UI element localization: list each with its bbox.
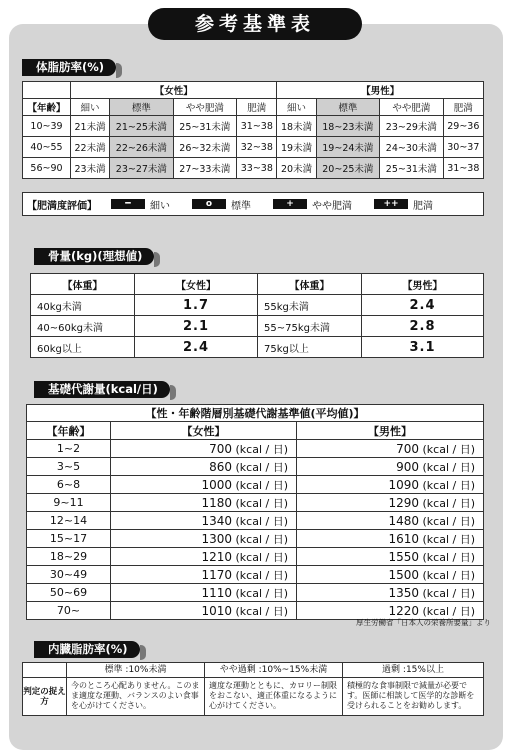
legend-label: 【肥満度評価】 — [27, 200, 97, 212]
col-header: 標準 — [316, 99, 380, 116]
judgement-text: 積極的な食事制限で減量が必要です。医師に相談して医学的な診断を受けられることをお勧めします。 — [343, 678, 484, 716]
male-header: 【男性】 — [362, 274, 484, 295]
table-cell: 23~29未満 — [380, 116, 444, 137]
value-cell — [111, 458, 297, 476]
unit-label: (kcal / 日) — [422, 460, 475, 474]
value-cell — [111, 566, 297, 584]
legend-symbol: ━ — [111, 199, 145, 209]
unit-label: (kcal / 日) — [235, 460, 288, 474]
unit-label: (kcal / 日) — [235, 514, 288, 528]
table-cell: 31~38 — [237, 116, 277, 137]
age-cell: 1~2 — [27, 440, 111, 458]
age-header: 【年齢】 — [27, 422, 111, 440]
unit-label: (kcal / 日) — [235, 550, 288, 564]
female-header: 【女性】 — [135, 274, 258, 295]
unit-label: (kcal / 日) — [422, 496, 475, 510]
body-fat-table — [22, 81, 484, 179]
unit-label: (kcal / 日) — [422, 442, 475, 456]
col-header: 標準 — [110, 99, 174, 116]
table-row — [27, 458, 484, 476]
value-cell: 2.4 — [362, 295, 484, 316]
value-cell — [297, 584, 484, 602]
male-header: 【男性】 — [277, 82, 484, 99]
table-row — [23, 158, 484, 179]
value-cell — [111, 494, 297, 512]
weight-cell: 55~75kg未満 — [258, 316, 362, 337]
value-cell — [297, 458, 484, 476]
table-cell: 23~27未満 — [110, 158, 174, 179]
legend-symbol: ++ — [374, 199, 408, 209]
age-cell: 12~14 — [27, 512, 111, 530]
weight-cell: 55kg未満 — [258, 295, 362, 316]
col-header: 細い — [71, 99, 110, 116]
weight-header: 【体重】 — [31, 274, 135, 295]
table-row — [27, 530, 484, 548]
value-cell — [297, 440, 484, 458]
value-cell — [297, 566, 484, 584]
value-cell — [297, 530, 484, 548]
unit-label: (kcal / 日) — [235, 604, 288, 618]
age-cell: 30~49 — [27, 566, 111, 584]
legend-text: 肥満 — [413, 200, 433, 212]
value-cell — [297, 512, 484, 530]
unit-label: (kcal / 日) — [235, 478, 288, 492]
table-cell: 21未満 — [71, 116, 110, 137]
table-cell: 29~36 — [443, 116, 483, 137]
weight-cell: 60kg以上 — [31, 337, 135, 358]
age-cell: 3~5 — [27, 458, 111, 476]
kcal-value: 1550 — [388, 549, 419, 564]
table-cell: 25~31未満 — [173, 116, 237, 137]
table-cell: 20~25未満 — [316, 158, 380, 179]
unit-label: (kcal / 日) — [422, 586, 475, 600]
table-row — [27, 512, 484, 530]
legend-item — [111, 197, 170, 212]
age-cell: 40~55 — [23, 137, 71, 158]
unit-label: (kcal / 日) — [422, 514, 475, 528]
value-cell: 2.1 — [135, 316, 258, 337]
section-heading-visceral-fat: 内臓脂肪率(%) — [34, 641, 140, 658]
table-row — [23, 678, 484, 716]
kcal-value: 1500 — [388, 567, 419, 582]
table-cell: 25~31未満 — [380, 158, 444, 179]
weight-cell: 75kg以上 — [258, 337, 362, 358]
kcal-value: 1290 — [388, 495, 419, 510]
value-cell — [297, 494, 484, 512]
kcal-value: 1110 — [201, 585, 232, 600]
kcal-value: 900 — [396, 459, 419, 474]
legend-text: やや肥満 — [312, 200, 352, 212]
age-header: 【年齢】 — [23, 99, 71, 116]
kcal-value: 1220 — [388, 603, 419, 618]
age-cell: 56~90 — [23, 158, 71, 179]
age-cell: 9~11 — [27, 494, 111, 512]
col-header: やや肥満 — [173, 99, 237, 116]
male-header: 【男性】 — [297, 422, 484, 440]
table-cell: 31~38 — [443, 158, 483, 179]
page-title: 参考基準表 — [148, 8, 362, 40]
kcal-value: 1350 — [388, 585, 419, 600]
value-cell: 2.8 — [362, 316, 484, 337]
table-cell: 27~33未満 — [173, 158, 237, 179]
col-header: 標準 :10%未満 — [67, 663, 205, 678]
section-heading-body-fat: 体脂肪率(%) — [22, 59, 116, 76]
visceral-fat-table — [22, 662, 484, 716]
col-header: やや肥満 — [380, 99, 444, 116]
age-cell: 6~8 — [27, 476, 111, 494]
unit-label: (kcal / 日) — [235, 442, 288, 456]
kcal-value: 1000 — [201, 477, 232, 492]
table-row — [27, 440, 484, 458]
kcal-value: 1610 — [388, 531, 419, 546]
obesity-legend — [22, 192, 484, 216]
unit-label: (kcal / 日) — [422, 604, 475, 618]
table-row — [23, 116, 484, 137]
table-row — [31, 337, 484, 358]
table-cell: 30~37 — [443, 137, 483, 158]
bmr-table-title: 【性・年齢階層別基礎代謝基準値(平均値)】 — [27, 405, 484, 422]
value-cell — [111, 548, 297, 566]
unit-label: (kcal / 日) — [235, 496, 288, 510]
unit-label: (kcal / 日) — [235, 586, 288, 600]
value-cell — [297, 476, 484, 494]
row-label: 判定の捉え方 — [23, 678, 67, 716]
table-row — [27, 494, 484, 512]
table-row — [27, 476, 484, 494]
kcal-value: 1480 — [388, 513, 419, 528]
table-cell: 33~38 — [237, 158, 277, 179]
unit-label: (kcal / 日) — [422, 478, 475, 492]
legend-text: 細い — [150, 200, 170, 212]
female-header: 【女性】 — [111, 422, 297, 440]
female-header: 【女性】 — [71, 82, 277, 99]
value-cell — [111, 440, 297, 458]
table-cell: 22~26未満 — [110, 137, 174, 158]
kcal-value: 1090 — [388, 477, 419, 492]
kcal-value: 700 — [396, 441, 419, 456]
value-cell — [111, 512, 297, 530]
legend-item — [192, 197, 251, 212]
age-cell: 15~17 — [27, 530, 111, 548]
col-header: 過剰 :15%以上 — [343, 663, 484, 678]
value-cell — [111, 530, 297, 548]
kcal-value: 1210 — [201, 549, 232, 564]
col-header: 肥満 — [237, 99, 277, 116]
kcal-value: 860 — [209, 459, 232, 474]
unit-label: (kcal / 日) — [235, 532, 288, 546]
value-cell: 1.7 — [135, 295, 258, 316]
table-row — [23, 137, 484, 158]
age-cell: 10~39 — [23, 116, 71, 137]
table-cell: 24~30未満 — [380, 137, 444, 158]
table-cell: 18~23未満 — [316, 116, 380, 137]
unit-label: (kcal / 日) — [422, 532, 475, 546]
weight-cell: 40kg未満 — [31, 295, 135, 316]
table-cell: 18未満 — [277, 116, 316, 137]
kcal-value: 1180 — [201, 495, 232, 510]
table-cell: 20未満 — [277, 158, 316, 179]
table-cell: 26~32未満 — [173, 137, 237, 158]
value-cell — [111, 602, 297, 620]
table-cell: 19~24未満 — [316, 137, 380, 158]
kcal-value: 1170 — [201, 567, 232, 582]
table-cell: 21~25未満 — [110, 116, 174, 137]
unit-label: (kcal / 日) — [235, 568, 288, 582]
bone-mass-table — [30, 273, 484, 358]
unit-label: (kcal / 日) — [422, 568, 475, 582]
age-cell: 70~ — [27, 602, 111, 620]
weight-cell: 40~60kg未満 — [31, 316, 135, 337]
age-cell: 18~29 — [27, 548, 111, 566]
kcal-value: 700 — [209, 441, 232, 456]
table-row — [31, 316, 484, 337]
unit-label: (kcal / 日) — [422, 550, 475, 564]
table-cell: 32~38 — [237, 137, 277, 158]
table-cell: 22未満 — [71, 137, 110, 158]
table-row — [27, 566, 484, 584]
kcal-value: 1010 — [201, 603, 232, 618]
col-header: やや過剰 :10%~15%未満 — [205, 663, 343, 678]
judgement-text: 適度な運動とともに、カロリー制限をおこない、適正体重になるように心がけてください。 — [205, 678, 343, 716]
table-cell: 19未満 — [277, 137, 316, 158]
section-heading-bmr: 基礎代謝量(kcal/日) — [34, 381, 170, 398]
table-row — [27, 548, 484, 566]
table-row — [27, 584, 484, 602]
col-header: 細い — [277, 99, 316, 116]
legend-text: 標準 — [231, 200, 251, 212]
table-cell: 23未満 — [71, 158, 110, 179]
value-cell — [111, 584, 297, 602]
legend-symbol: o — [192, 199, 226, 209]
age-cell: 50~69 — [27, 584, 111, 602]
table-row — [31, 295, 484, 316]
bmr-table — [26, 404, 484, 620]
judgement-text: 今のところ心配ありません。このまま適度な運動、バランスのよい食事を心がけてください。 — [67, 678, 205, 716]
value-cell — [111, 476, 297, 494]
source-note: 厚生労働省「日本人の栄養所要量」より — [356, 618, 491, 627]
kcal-value: 1340 — [201, 513, 232, 528]
value-cell — [297, 548, 484, 566]
value-cell: 2.4 — [135, 337, 258, 358]
weight-header: 【体重】 — [258, 274, 362, 295]
value-cell: 3.1 — [362, 337, 484, 358]
section-heading-bone-mass: 骨量(kg)(理想値) — [34, 248, 154, 265]
legend-item — [374, 197, 433, 212]
legend-item — [273, 197, 352, 212]
legend-symbol: + — [273, 199, 307, 209]
col-header: 肥満 — [443, 99, 483, 116]
kcal-value: 1300 — [201, 531, 232, 546]
